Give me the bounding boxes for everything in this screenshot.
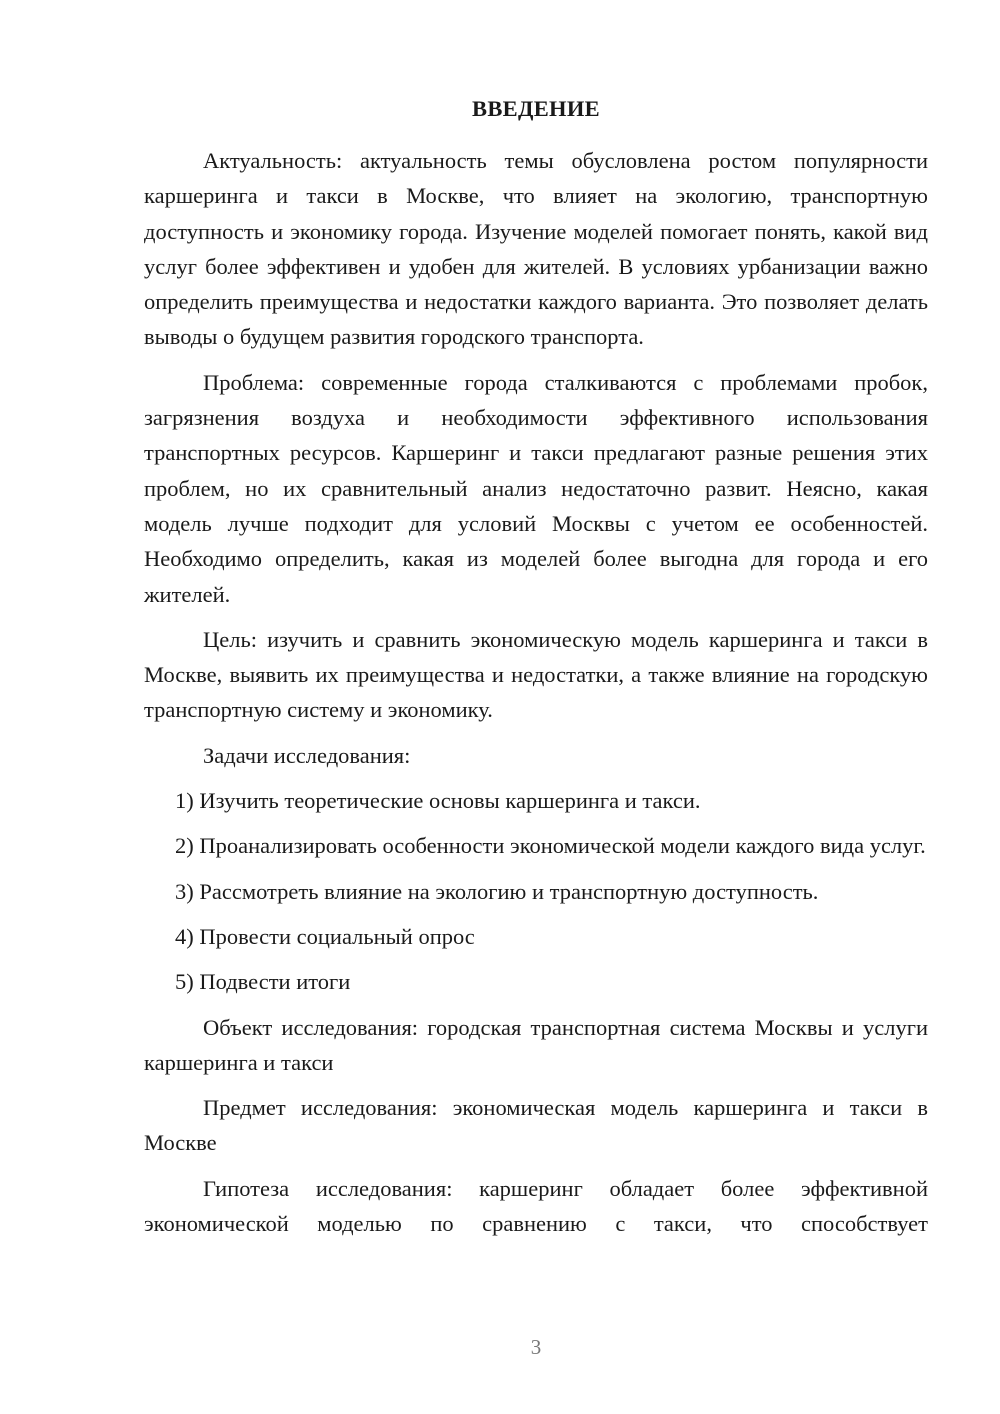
paragraph-goal: Цель: изучить и сравнить экономическую модель каршеринга и такси в Москве, выявить их преимущества и недостатки, а также влияние на городскую транспортную систему и экономику. [144,626,928,723]
task-item-5: 5) Подвести итоги [175,969,351,995]
paragraph-relevance: Актуальность: актуальность темы обусловлена ростом популярности каршеринга и такси в Москве, что влияет на экологию, транспортную доступность и экономику города. Изучение моделей помогает понять, какой вид услуг более эффективен и удобен для жителей. В условиях урбанизации важно определить преимущества и недостатки каждого варианта. Это позволяет делать выводы о будущем развития городского транспорта. [144,148,928,350]
task-item-1: 1) Изучить теоретические основы каршеринга и такси. [175,788,701,814]
page-number: 3 [530,1335,542,1359]
task-item-2: 2) Проанализировать особенности экономической модели каждого вида услуг. [175,833,926,859]
paragraph-subject: Предмет исследования: экономическая модель каршеринга и такси в Москве [144,1095,928,1156]
page-body [144,143,928,1251]
task-item-4: 4) Провести социальный опрос [175,923,475,949]
task-item-3: 3) Рассмотреть влияние на экологию и транспортную доступность. [175,878,819,904]
paragraph-hypothesis: Гипотеза исследования: каршеринг обладает более эффективной экономической моделью по сравнению с такси, что способствует [144,1175,928,1237]
paragraph-problem: Проблема: современные города сталкиваются с проблемами пробок, загрязнения воздуха и необходимости эффективного использования транспортных ресурсов. Каршеринг и такси предлагают разные решения этих проблем, но их сравнительный анализ недостаточно развит. Неясно, какая модель лучше подходит для условий Москвы с учетом ее особенностей. Необходимо определить, какая из моделей более выгодна для города и его жителей. [144,369,928,607]
page-title: ВВЕДЕНИЕ [472,96,600,121]
paragraph-tasks-heading: Задачи исследования: [203,742,411,768]
paragraph-object: Объект исследования: городская транспортная система Москвы и услуги каршеринга и такси [144,1014,928,1075]
